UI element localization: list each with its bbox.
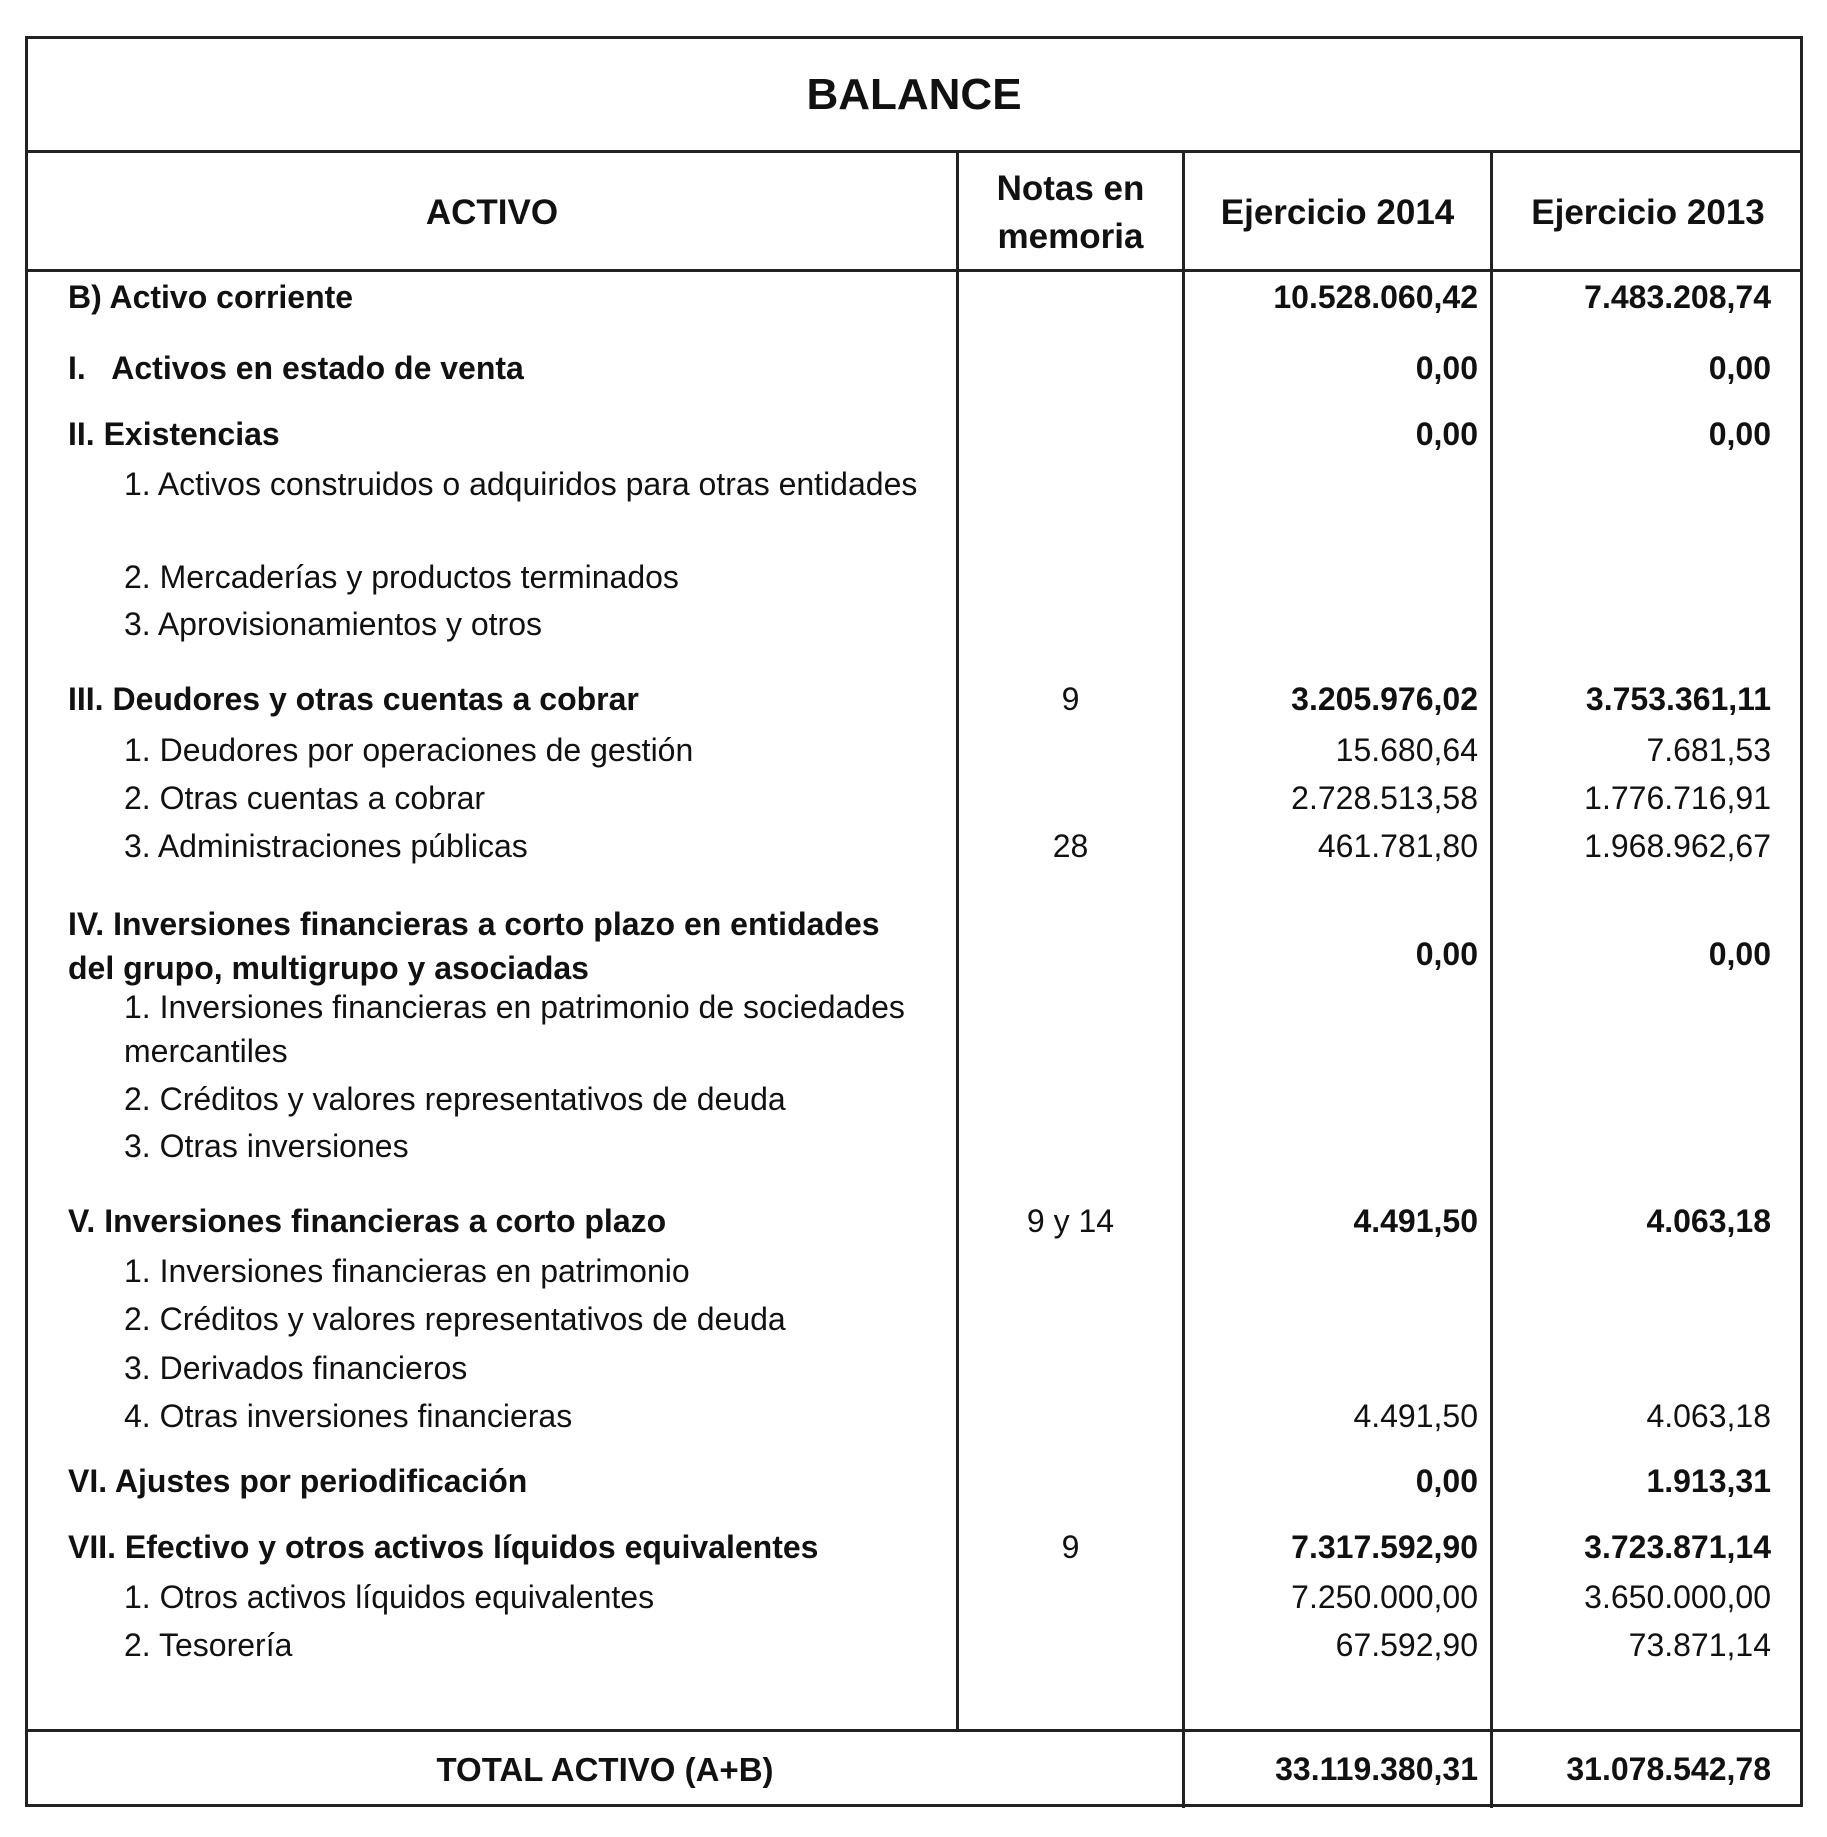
- row-value-2014: 7.317.592,90: [1291, 1529, 1478, 1565]
- row-label: 3. Derivados financieros: [124, 1350, 468, 1386]
- row-value-2013: 7.681,53: [1646, 732, 1771, 768]
- row-label: 2. Tesorería: [124, 1627, 293, 1663]
- row-value-2013: 4.063,18: [1646, 1398, 1771, 1434]
- header-ejercicio-2014: Ejercicio 2014: [1220, 192, 1455, 232]
- row-value-2013: 1.968.962,67: [1584, 828, 1771, 864]
- row-value-2013: 1.913,31: [1646, 1463, 1771, 1499]
- row-value-2013: 3.650.000,00: [1584, 1579, 1771, 1615]
- header-notas: Notas en memoria: [996, 168, 1145, 256]
- row-value-2013: 4.063,18: [1646, 1203, 1771, 1239]
- total-label: TOTAL ACTIVO (A+B): [436, 1750, 774, 1788]
- row-label: VI. Ajustes por periodificación: [68, 1463, 528, 1499]
- row-label: 1. Inversiones financieras en patrimonio: [124, 1253, 690, 1289]
- row-value-2014: 7.250.000,00: [1291, 1579, 1478, 1615]
- row-label: 2. Mercaderías y productos terminados: [124, 559, 679, 595]
- row-value-2014: 0,00: [1415, 1463, 1478, 1499]
- row-value-2014: 4.491,50: [1353, 1398, 1478, 1434]
- row-value-2013: 1.776.716,91: [1584, 780, 1771, 816]
- row-nota: 28: [1052, 828, 1089, 864]
- row-value-2014: 10.528.060,42: [1273, 279, 1478, 315]
- table-title: BALANCE: [28, 39, 1800, 153]
- row-label: I. Activos en estado de venta: [68, 350, 524, 386]
- row-value-2013: 73.871,14: [1628, 1627, 1771, 1663]
- row-label: 4. Otras inversiones financieras: [124, 1398, 573, 1434]
- column-divider: [956, 153, 959, 1732]
- total-row: [28, 1732, 1800, 1807]
- row-label: 1. Otros activos líquidos equivalentes: [124, 1579, 655, 1615]
- total-2013: 31.078.542,78: [1566, 1751, 1771, 1787]
- row-nota: 9 y 14: [1026, 1203, 1115, 1239]
- row-value-2014: 15.680,64: [1335, 732, 1478, 768]
- row-value-2014: 67.592,90: [1335, 1627, 1478, 1663]
- row-value-2013: 0,00: [1708, 416, 1771, 452]
- balance-table: [25, 36, 1803, 1807]
- row-label: V. Inversiones financieras a corto plazo: [68, 1203, 667, 1239]
- row-label: 1. Activos construidos o adquiridos para otras entidades: [124, 466, 918, 502]
- row-nota: 9: [1061, 681, 1080, 717]
- row-value-2014: 0,00: [1415, 350, 1478, 386]
- row-nota: 9: [1061, 1529, 1080, 1565]
- row-value-2014: 0,00: [1415, 416, 1478, 452]
- row-value-2013: 7.483.208,74: [1584, 279, 1771, 315]
- row-label: 3. Administraciones públicas: [124, 828, 528, 864]
- row-value-2013: 3.723.871,14: [1584, 1529, 1771, 1565]
- row-value-2014: 0,00: [1415, 936, 1478, 972]
- row-label: II. Existencias: [68, 416, 280, 452]
- row-label: B) Activo corriente: [68, 279, 354, 315]
- row-label: 2. Otras cuentas a cobrar: [124, 780, 486, 816]
- row-label: 3. Aprovisionamientos y otros: [124, 606, 542, 642]
- header-activo: ACTIVO: [425, 192, 559, 232]
- row-label: 2. Créditos y valores representativos de deuda: [124, 1081, 786, 1117]
- row-value-2014: 2.728.513,58: [1291, 780, 1478, 816]
- total-2014: 33.119.380,31: [1275, 1751, 1478, 1787]
- row-value-2014: 4.491,50: [1353, 1203, 1478, 1239]
- row-value-2013: 0,00: [1708, 350, 1771, 386]
- header-divider: [28, 269, 1800, 272]
- row-value-2014: 3.205.976,02: [1291, 681, 1478, 717]
- row-label: 3. Otras inversiones: [124, 1128, 409, 1164]
- row-value-2013: 0,00: [1708, 936, 1771, 972]
- row-label: 1. Inversiones financieras en patrimonio de sociedades mercantiles: [124, 989, 905, 1069]
- row-label: 1. Deudores por operaciones de gestión: [124, 732, 694, 768]
- row-value-2013: 3.753.361,11: [1585, 681, 1771, 717]
- header-ejercicio-2013: Ejercicio 2013: [1531, 192, 1765, 232]
- row-label: III. Deudores y otras cuentas a cobrar: [68, 681, 639, 717]
- row-label: VII. Efectivo y otros activos líquidos equivalentes: [68, 1529, 819, 1565]
- row-label: IV. Inversiones financieras a corto plazo en entidades del grupo, multigrupo y asociadas: [68, 906, 880, 986]
- row-value-2014: 461.781,80: [1317, 828, 1478, 864]
- row-label: 2. Créditos y valores representativos de deuda: [124, 1301, 786, 1337]
